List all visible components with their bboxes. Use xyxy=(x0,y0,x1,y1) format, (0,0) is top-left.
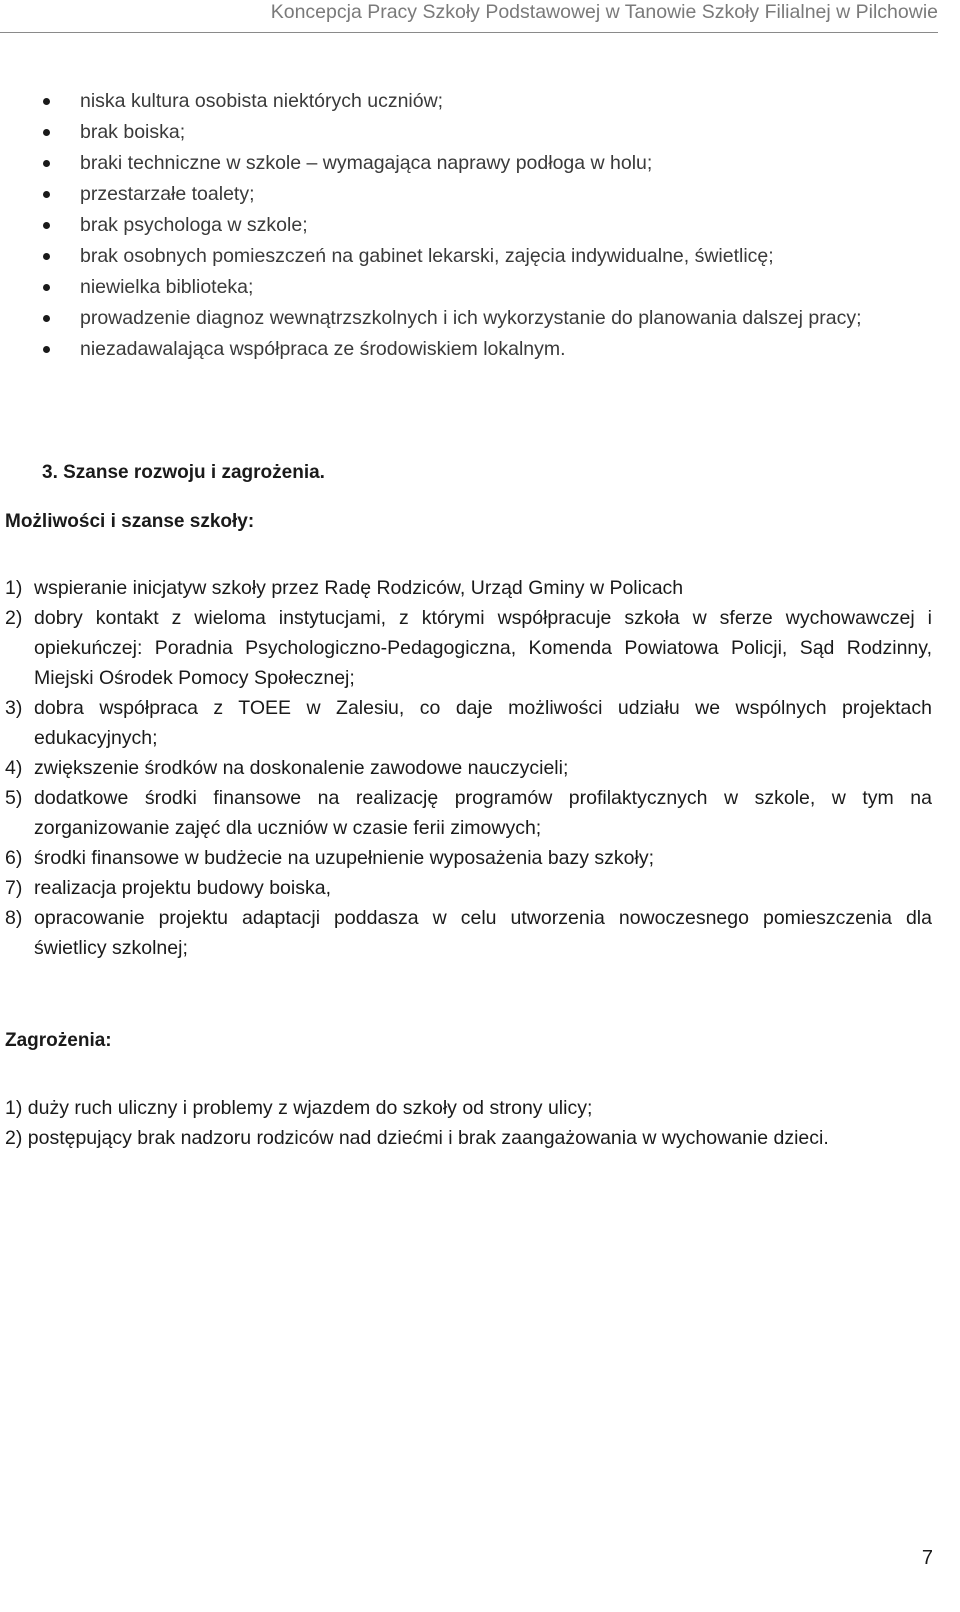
bullet-icon xyxy=(43,129,50,136)
list-item: brak boiska; xyxy=(0,117,932,148)
list-item: 5) dodatkowe środki finansowe na realizację programów profilaktycznych w szkole, w tym na zorganizowanie zajęć dla uczniów w czasie ferii zimowych; xyxy=(5,787,932,839)
section-heading: 3. Szanse rozwoju i zagrożenia. xyxy=(42,462,325,483)
list-item: niezadawalająca współpraca ze środowiskiem lokalnym. xyxy=(0,334,932,365)
bullet-icon xyxy=(43,315,50,322)
weaknesses-list xyxy=(0,86,932,365)
list-item: przestarzałe toalety; xyxy=(0,179,932,210)
list-item: 1) wspieranie inicjatyw szkoły przez Radę Rodziców, Urząd Gminy w Policach xyxy=(5,577,684,599)
bullet-icon xyxy=(43,160,50,167)
list-item: niska kultura osobista niektórych uczniów; xyxy=(0,86,932,117)
header-title: Koncepcja Pracy Szkoły Podstawowej w Tanowie Szkoły Filialnej w Pilchowie xyxy=(270,1,938,23)
bullet-icon xyxy=(43,222,50,229)
opportunities-list xyxy=(0,573,932,963)
list-item: 2) dobry kontakt z wieloma instytucjami, z którymi współpracuje szkoła w sferze wychowawczej i opiekuńczej: Poradnia Psychologiczno-Pedagogiczna, Komenda Powiatowa Policji, Sąd Rodzinny, Miejski Ośrodek Pomocy Społecznej; xyxy=(5,607,932,689)
list-item: 7) realizacja projektu budowy boiska, xyxy=(5,877,331,899)
list-item: braki techniczne w szkole – wymagająca naprawy podłoga w holu; xyxy=(0,148,932,179)
list-item: 1) duży ruch uliczny i problemy z wjazdem do szkoły od strony ulicy; xyxy=(5,1097,593,1119)
list-item: 2) postępujący brak nadzoru rodziców nad dziećmi i brak zaangażowania w wychowanie dzieci. xyxy=(5,1127,829,1149)
list-item: brak osobnych pomieszczeń na gabinet lekarski, zajęcia indywidualne, świetlicę; xyxy=(0,241,932,272)
bullet-icon xyxy=(43,346,50,353)
page-header xyxy=(0,0,938,33)
list-item: brak psychologa w szkole; xyxy=(0,210,932,241)
list-item: 3) dobra współpraca z TOEE w Zalesiu, co daje możliwości udziału we wspólnych projektach edukacyjnych; xyxy=(5,697,932,749)
list-item: 8) opracowanie projektu adaptacji poddasza w celu utworzenia nowoczesnego pomieszczenia dla świetlicy szkolnej; xyxy=(5,907,932,959)
opportunities-heading: Możliwości i szanse szkoły: xyxy=(5,511,255,532)
list-item: 6) środki finansowe w budżecie na uzupełnienie wyposażenia bazy szkoły; xyxy=(5,847,655,869)
list-item: prowadzenie diagnoz wewnątrzszkolnych i ich wykorzystanie do planowania dalszej pracy; xyxy=(0,303,932,334)
bullet-icon xyxy=(43,253,50,260)
list-item: niewielka biblioteka; xyxy=(0,272,932,303)
bullet-icon xyxy=(43,191,50,198)
threats-heading: Zagrożenia: xyxy=(5,1030,112,1051)
bullet-icon xyxy=(43,284,50,291)
threats-list xyxy=(0,1093,932,1153)
bullet-icon xyxy=(43,98,50,105)
list-item: 4) zwiększenie środków na doskonalenie zawodowe nauczycieli; xyxy=(5,757,569,779)
page-number: 7 xyxy=(921,1547,933,1569)
